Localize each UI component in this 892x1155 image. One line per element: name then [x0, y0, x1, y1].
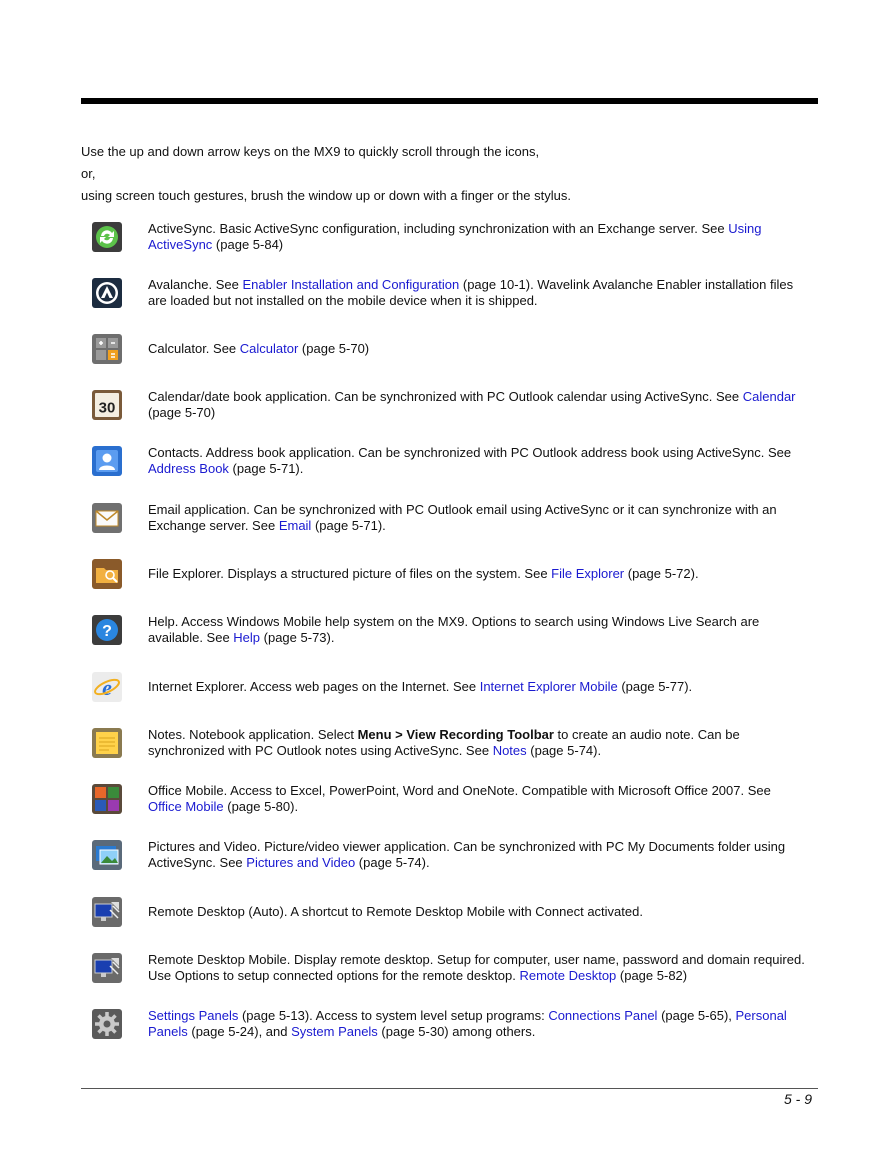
program-item [81, 389, 821, 437]
program-description [148, 952, 808, 984]
description-text: Internet Explorer. Access web pages on the Internet. See [148, 679, 480, 694]
svg-text:30: 30 [98, 399, 116, 417]
svg-text:e: e [102, 675, 112, 700]
intro-line-3: using screen touch gestures, brush the window up or down with a finger or the stylus. [81, 188, 571, 203]
description-text: to create an audio note. Can be synchronized with PC Outlook notes using ActiveSync. See [148, 727, 740, 758]
program-item [81, 727, 821, 775]
program-description [148, 389, 808, 421]
description-text: (page 5-24), and [187, 1024, 292, 1039]
description-text: (page 5-74). [355, 855, 430, 870]
description-text: (page 5-84) [212, 237, 284, 252]
program-item [81, 277, 821, 325]
program-item [81, 952, 821, 1000]
program-description [148, 614, 808, 646]
description-text: (page 5-30) among others. [377, 1024, 536, 1039]
description-text: (page 5-72). [624, 566, 699, 581]
description-text: (page 5-71). [228, 461, 304, 476]
description-text: (page 5-73). [260, 630, 335, 645]
cross-reference-link[interactable]: Settings Panels [148, 1008, 239, 1023]
calculator-icon [91, 333, 123, 365]
program-item [81, 558, 821, 606]
description-text: Remote Desktop Mobile. Display remote desktop. Setup for computer, user name, password and domain required. Use Options to setup connected options for the remote desktop. [148, 952, 805, 983]
cross-reference-link[interactable]: Pictures and Video [246, 855, 356, 870]
cross-reference-link[interactable]: Notes [492, 743, 527, 758]
intro-text [81, 141, 821, 207]
cross-reference-link[interactable]: Connections Panel [548, 1008, 658, 1023]
description-text: (page 5-70) [148, 405, 216, 420]
program-item [81, 671, 821, 719]
description-text: (page 10-1). Wavelink Avalanche Enabler installation files are loaded but not installed on the mobile device when it is shipped. [148, 277, 794, 308]
notes-icon [91, 727, 123, 759]
email-icon [91, 502, 123, 534]
description-text: Contacts. Address book application. Can be synchronized with PC Outlook address book using ActiveSync. See [148, 445, 792, 460]
page-number: 5 - 9 [783, 1091, 812, 1107]
program-item [81, 502, 821, 550]
remote-desktop-icon [91, 952, 123, 984]
description-text: (page 5-77). [617, 679, 693, 694]
program-item [81, 839, 821, 887]
program-description [148, 783, 808, 815]
program-description [148, 277, 808, 309]
description-text: Notes. Notebook application. Select [148, 727, 358, 742]
description-text: Help. Access Windows Mobile help system on the MX9. Options to search using Windows Live Search are available. See [148, 614, 760, 645]
cross-reference-link[interactable]: Internet Explorer Mobile [479, 679, 618, 694]
program-description [148, 727, 808, 759]
avalanche-icon [91, 277, 123, 309]
cross-reference-link[interactable]: Enabler Installation and Configuration [242, 277, 460, 292]
cross-reference-link[interactable]: Email [278, 518, 312, 533]
program-item [81, 783, 821, 831]
cross-reference-link[interactable]: Address Book [148, 461, 229, 476]
cross-reference-link[interactable]: Office Mobile [148, 799, 224, 814]
header-rule [81, 98, 818, 104]
description-text: Remote Desktop (Auto). A shortcut to Remote Desktop Mobile with Connect activated. [148, 904, 643, 919]
description-text: Office Mobile. Access to Excel, PowerPoint, Word and OneNote. Compatible with Microsoft Office 2007. See [148, 783, 771, 798]
office-mobile-icon [91, 783, 123, 815]
program-description [148, 221, 808, 253]
program-description [148, 341, 808, 357]
program-description [148, 566, 808, 582]
description-text: (page 5-65), [657, 1008, 736, 1023]
description-text: File Explorer. Displays a structured picture of files on the system. See [148, 566, 552, 581]
activesync-icon [91, 221, 123, 253]
intro-line-1: Use the up and down arrow keys on the MX9 to quickly scroll through the icons, [81, 144, 540, 159]
cross-reference-link[interactable]: Personal Panels [148, 1008, 787, 1039]
footer-rule [81, 1088, 818, 1089]
program-item [81, 445, 821, 493]
program-item [81, 614, 821, 662]
program-description [148, 904, 808, 920]
description-text: Email application. Can be synchronized with PC Outlook email using ActiveSync or it can synchronize with an Exchange server. See [148, 502, 777, 533]
internet-explorer-icon [91, 671, 123, 703]
cross-reference-link[interactable]: Calculator [239, 341, 299, 356]
cross-reference-link[interactable]: Calendar [742, 389, 796, 404]
calendar-icon [91, 389, 123, 421]
description-text: (page 5-80). [223, 799, 299, 814]
program-description [148, 445, 808, 477]
program-description [148, 502, 808, 534]
cross-reference-link[interactable]: Remote Desktop [519, 968, 617, 983]
cross-reference-link[interactable]: System Panels [291, 1024, 378, 1039]
cross-reference-link[interactable]: File Explorer [551, 566, 625, 581]
help-icon [91, 614, 123, 646]
settings-icon [91, 1008, 123, 1040]
description-text: (page 5-74). [526, 743, 602, 758]
program-description [148, 679, 808, 695]
program-item [81, 896, 821, 944]
description-text: Avalanche. See [148, 277, 243, 292]
program-item [81, 1008, 821, 1056]
description-text: (page 5-71). [311, 518, 386, 533]
description-text: Calculator. See [148, 341, 240, 356]
remote-desktop-icon [91, 896, 123, 928]
intro-line-2: or, [81, 166, 96, 181]
program-item [81, 333, 821, 381]
program-description [148, 839, 808, 871]
description-text: ActiveSync. Basic ActiveSync configuration, including synchronization with an Exchange server. See [148, 221, 729, 236]
description-text: (page 5-82) [616, 968, 688, 983]
pictures-video-icon [91, 839, 123, 871]
cross-reference-link[interactable]: Help [233, 630, 261, 645]
cross-reference-link[interactable]: Using ActiveSync [148, 221, 762, 252]
program-description [148, 1008, 808, 1040]
program-item [81, 221, 821, 269]
svg-text:?: ? [102, 623, 112, 640]
file-explorer-icon [91, 558, 123, 590]
description-text: (page 5-70) [298, 341, 370, 356]
description-text: Calendar/date book application. Can be synchronized with PC Outlook calendar using ActiveSync. See [148, 389, 743, 404]
menu-path: Menu > View Recording Toolbar [357, 727, 554, 742]
description-text: (page 5-13). Access to system level setup programs: [238, 1008, 549, 1023]
description-text: Pictures and Video. Picture/video viewer application. Can be synchronized with PC My Documents folder using ActiveSync. See [148, 839, 786, 870]
contacts-icon [91, 445, 123, 477]
